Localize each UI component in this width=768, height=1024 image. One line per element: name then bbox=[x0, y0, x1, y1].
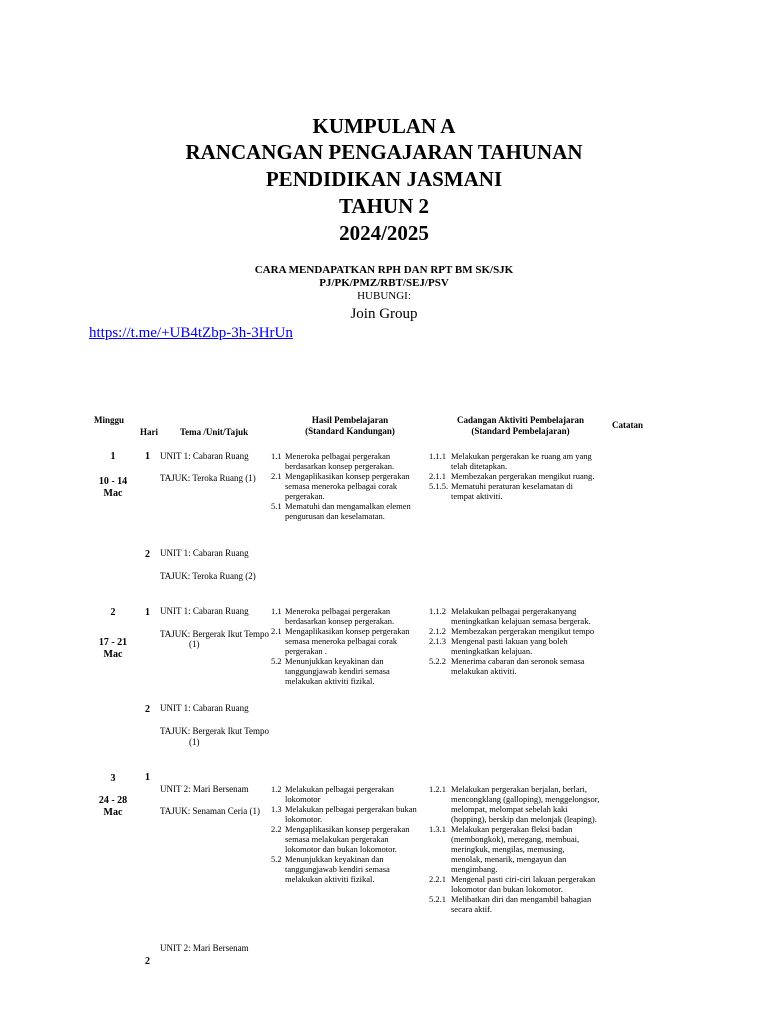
header-cadangan bbox=[448, 415, 593, 437]
week-3-number: 3 bbox=[110, 773, 116, 784]
week-3-sp-list-item-text: (hopping), berskip dan melonjak (leaping). bbox=[451, 814, 597, 824]
week-2-day-1: 1 bbox=[145, 607, 150, 618]
week-3-sp-list-item-text: menolak, menarik, mengayun dan bbox=[451, 854, 567, 864]
week-3-sp-list-item-text: Mengenal pasti ciri-ciri lakuan pergerakan bbox=[451, 874, 596, 884]
week-2-sk-list-item-number: 2.1 bbox=[271, 626, 282, 636]
week-1-sp-list-item-text: Mematuhi peraturan keselamatan di bbox=[451, 481, 574, 491]
week-2-sk-list-item-text: semasa meneroka pelbagai corak bbox=[285, 636, 398, 646]
week-2-day-2-tajuk: TAJUK: Bergerak Ikut Tempo bbox=[160, 726, 270, 736]
week-3-sp-list-item-number: 5.2.1 bbox=[429, 894, 446, 904]
title-rancangan: RANCANGAN PENGAJARAN TAHUNAN bbox=[185, 140, 583, 164]
week-3-sk-list-item-text: Menunjukkan keyakinan dan bbox=[285, 854, 384, 864]
week-1-sk-list-item-number: 5.1 bbox=[271, 501, 282, 511]
promo-line-2: PJ/PK/PMZ/RBT/SEJ/PSV bbox=[319, 277, 449, 289]
week-1-sp-list-item-number: 1.1.1 bbox=[429, 451, 446, 461]
week-3-sk-list-item-text: semasa melakukan pergerakan bbox=[285, 834, 389, 844]
week-2-sk-list bbox=[271, 606, 431, 696]
week-2-day-2: 2 bbox=[145, 704, 150, 715]
week-1-number: 1 bbox=[110, 451, 116, 462]
header-minggu: Minggu bbox=[94, 415, 125, 425]
week-3-sp-list-item-text: mengimbang. bbox=[451, 864, 498, 874]
week-1-sp-list-item-text: tempat aktiviti. bbox=[451, 491, 503, 501]
week-2-sk-list-item-text: Meneroka pelbagai pergerakan bbox=[285, 606, 391, 616]
week-3-sp-list-item-number: 2.2.1 bbox=[429, 874, 446, 884]
week-3-sk-list bbox=[271, 784, 431, 894]
week-1-sp-list-item-text: Membezakan pergerakan mengikut ruang. bbox=[451, 471, 595, 481]
header-tema: Tema /Unit/Tajuk bbox=[180, 427, 249, 437]
header-cadangan-line1: Cadangan Aktiviti Pembelajaran bbox=[456, 415, 584, 425]
week-2-sp-list-item-number: 2.1.2 bbox=[429, 626, 446, 636]
week-1-sk-list-item-text: Meneroka pelbagai pergerakan bbox=[285, 451, 391, 461]
week-1-sp-list bbox=[429, 451, 619, 511]
week-1-day-2-unit: UNIT 1: Cabaran Ruang bbox=[160, 548, 249, 558]
week-1-day-2-tajuk: TAJUK: Teroka Ruang (2) bbox=[160, 571, 256, 581]
week-3-sk-list-item-text: lokomotor dan bukan lokomotor. bbox=[285, 844, 397, 854]
week-3-sp-list-item-text: Melakukan pergerakan fleksi badan bbox=[451, 824, 573, 834]
week-1-sp-list-item-number: 2.1.1 bbox=[429, 471, 446, 481]
week-2-day-2-tajuk-cont: (1) bbox=[189, 737, 200, 747]
promo-line-3: HUBUNGI: bbox=[357, 290, 411, 302]
week-3-month: Mac bbox=[103, 807, 123, 818]
week-2-sk-list-item-text: pergerakan . bbox=[285, 646, 327, 656]
week-2-sp-list bbox=[429, 606, 619, 686]
week-3-sk-list-item-text: lokomotor bbox=[285, 794, 321, 804]
week-2-sp-list-item-number: 2.1.3 bbox=[429, 636, 446, 646]
week-2-day-1-unit: UNIT 1: Cabaran Ruang bbox=[160, 606, 249, 616]
week-2-sk-list-item-text: tanggungjawab kendiri semasa bbox=[285, 666, 390, 676]
week-2-month: Mac bbox=[103, 649, 123, 660]
week-2-sk-list-item-text: melakukan aktiviti fizikal. bbox=[285, 676, 375, 686]
week-2-sp-list-item-text: meningkatkan kelajuan. bbox=[451, 646, 533, 656]
week-2-sp-list-item-number: 1.1.2 bbox=[429, 606, 446, 616]
week-3-sk-list-item-text: melakukan aktiviti fizikal. bbox=[285, 874, 375, 884]
week-1-day-1-tajuk: TAJUK: Teroka Ruang (1) bbox=[160, 473, 256, 483]
week-1-sk-list bbox=[271, 451, 431, 531]
week-1-day-1-unit: UNIT 1: Cabaran Ruang bbox=[160, 451, 249, 461]
week-3-day-1-tajuk: TAJUK: Senaman Ceria (1) bbox=[160, 806, 261, 816]
week-1-sk-list-item-text: berdasarkan konsep pergerakan. bbox=[285, 461, 395, 471]
week-1-sp-list-item-text: Melakukan pergerakan ke ruang am yang bbox=[451, 451, 592, 461]
header-hasil bbox=[290, 415, 410, 437]
week-3-sk-list-item-number: 2.2 bbox=[271, 824, 282, 834]
week-3-sp-list-item-number: 1.2.1 bbox=[429, 784, 446, 794]
week-3-sp-list-item-text: mencongklang (galloping), menggelongsor, bbox=[451, 794, 600, 804]
week-3-day-2: 2 bbox=[145, 956, 150, 967]
header-catatan: Catatan bbox=[612, 420, 643, 430]
week-1-month: Mac bbox=[103, 488, 123, 499]
week-1-day-1: 1 bbox=[145, 451, 150, 462]
promo-line-1: CARA MENDAPATKAN RPH DAN RPT BM SK/SJK bbox=[254, 264, 514, 276]
week-3-cell bbox=[88, 773, 138, 819]
title-kumpulan: KUMPULAN A bbox=[312, 114, 456, 138]
week-2-day-1-tajuk-cont: (1) bbox=[189, 639, 200, 649]
week-3-sp-list-item-text: Melibatkan diri dan mengambil bahagian bbox=[451, 894, 592, 904]
week-2-sk-list-item-number: 1.1 bbox=[271, 606, 282, 616]
header-hasil-line1: Hasil Pembelajaran bbox=[311, 415, 389, 425]
week-1-sk-list-item-text: pengurusan dan keselamatan. bbox=[285, 511, 385, 521]
week-3-day-1-unit: UNIT 2: Mari Bersenam bbox=[160, 784, 249, 794]
week-2-day-2-unit: UNIT 1: Cabaran Ruang bbox=[160, 703, 249, 713]
join-group-text: Join Group bbox=[350, 306, 418, 322]
week-3-sp-list-item-text: melompat, melompat sebelah kaki bbox=[451, 804, 568, 814]
week-1-sk-list-item-text: pergerakan. bbox=[285, 491, 325, 501]
week-3-day-1: 1 bbox=[145, 772, 150, 783]
week-3-sk-list-item-text: lokomotor. bbox=[285, 814, 323, 824]
telegram-link[interactable]: https://t.me/+UB4tZbp-3h-3HrUn bbox=[89, 325, 293, 341]
title-year: TAHUN 2 bbox=[338, 194, 430, 218]
week-1-sk-list-item-text: Mematuhi dan mengamalkan elemen bbox=[285, 501, 411, 511]
header-hasil-line2: (Standard Kandungan) bbox=[305, 426, 395, 436]
title-session: 2024/2025 bbox=[339, 221, 429, 245]
week-3-date: 24 - 28 bbox=[98, 795, 128, 806]
week-3-sk-list-item-text: tanggungjawab kendiri semasa bbox=[285, 864, 390, 874]
header-cadangan-line2: (Standard Pembelajaran) bbox=[471, 426, 570, 436]
week-3-sp-list-item-text: secara aktif. bbox=[451, 904, 493, 914]
week-3-sk-list-item-number: 5.2 bbox=[271, 854, 282, 864]
week-3-sp-list-item-number: 1.3.1 bbox=[429, 824, 446, 834]
week-2-number: 2 bbox=[110, 607, 116, 618]
week-2-sp-list-item-text: melakukan aktiviti. bbox=[451, 666, 517, 676]
week-1-sp-list-item-number: 5.1.5. bbox=[429, 481, 449, 491]
week-2-sk-list-item-text: Mengaplikasikan konsep pergerakan bbox=[285, 626, 410, 636]
week-1-day-2: 2 bbox=[145, 549, 150, 560]
week-2-sp-list-item-text: meningkatkan kelajuan semasa bergerak. bbox=[451, 616, 591, 626]
week-3-sk-list-item-number: 1.2 bbox=[271, 784, 282, 794]
week-3-sp-list bbox=[429, 784, 619, 919]
week-2-sk-list-item-text: berdasarkan konsep pergerakan. bbox=[285, 616, 395, 626]
week-1-sk-list-item-text: Mengaplikasikan konsep pergerakan bbox=[285, 471, 410, 481]
week-3-sp-list-item-text: lokomotor dan bukan lokomotor. bbox=[451, 884, 563, 894]
week-2-day-1-tajuk: TAJUK: Bergerak Ikut Tempo bbox=[160, 629, 270, 639]
week-1-sk-list-item-number: 2.1 bbox=[271, 471, 282, 481]
week-1-sk-list-item-number: 1.1 bbox=[271, 451, 282, 461]
week-3-sk-list-item-text: Mengaplikasikan konsep pergerakan bbox=[285, 824, 410, 834]
week-2-sk-list-item-text: Menunjukkan keyakinan dan bbox=[285, 656, 384, 666]
week-1-sp-list-item-text: telah ditetapkan. bbox=[451, 461, 508, 471]
header-hari: Hari bbox=[140, 427, 158, 437]
week-3-sk-list-item-number: 1.3 bbox=[271, 804, 282, 814]
week-2-sp-list-item-text: Mengenal pasti lakuan yang boleh bbox=[451, 636, 568, 646]
week-1-date: 10 - 14 bbox=[98, 476, 128, 487]
week-2-sp-list-item-text: Menerima cabaran dan seronok semasa bbox=[451, 656, 585, 666]
week-2-cell bbox=[88, 607, 138, 661]
week-3-sp-list-item-text: Melakukan pergerakan berjalan, berlari, bbox=[451, 784, 588, 794]
week-3-day-2-unit: UNIT 2: Mari Bersenam bbox=[160, 943, 249, 953]
week-2-sp-list-item-number: 5.2.2 bbox=[429, 656, 446, 666]
week-3-sp-list-item-text: meringkuk, mengilas, memusing, bbox=[451, 844, 565, 854]
week-1-cell bbox=[88, 451, 138, 500]
week-2-sp-list-item-text: Melakukan pelbagai pergerakanyang bbox=[451, 606, 577, 616]
week-3-sk-list-item-text: Melakukan pelbagai pergerakan bbox=[285, 784, 394, 794]
title-subject: PENDIDIKAN JASMANI bbox=[265, 167, 503, 191]
week-3-sk-list-item-text: Melakukan pelbagai pergerakan bukan bbox=[285, 804, 417, 814]
week-2-date: 17 - 21 bbox=[98, 637, 128, 648]
week-1-sk-list-item-text: semasa meneroka pelbagai corak bbox=[285, 481, 398, 491]
week-2-sp-list-item-text: Membezakan pergerakan mengikut tempo bbox=[451, 626, 595, 636]
week-2-sk-list-item-number: 5.2 bbox=[271, 656, 282, 666]
week-3-sp-list-item-text: (membongkok), meregang, membuai, bbox=[451, 834, 580, 844]
